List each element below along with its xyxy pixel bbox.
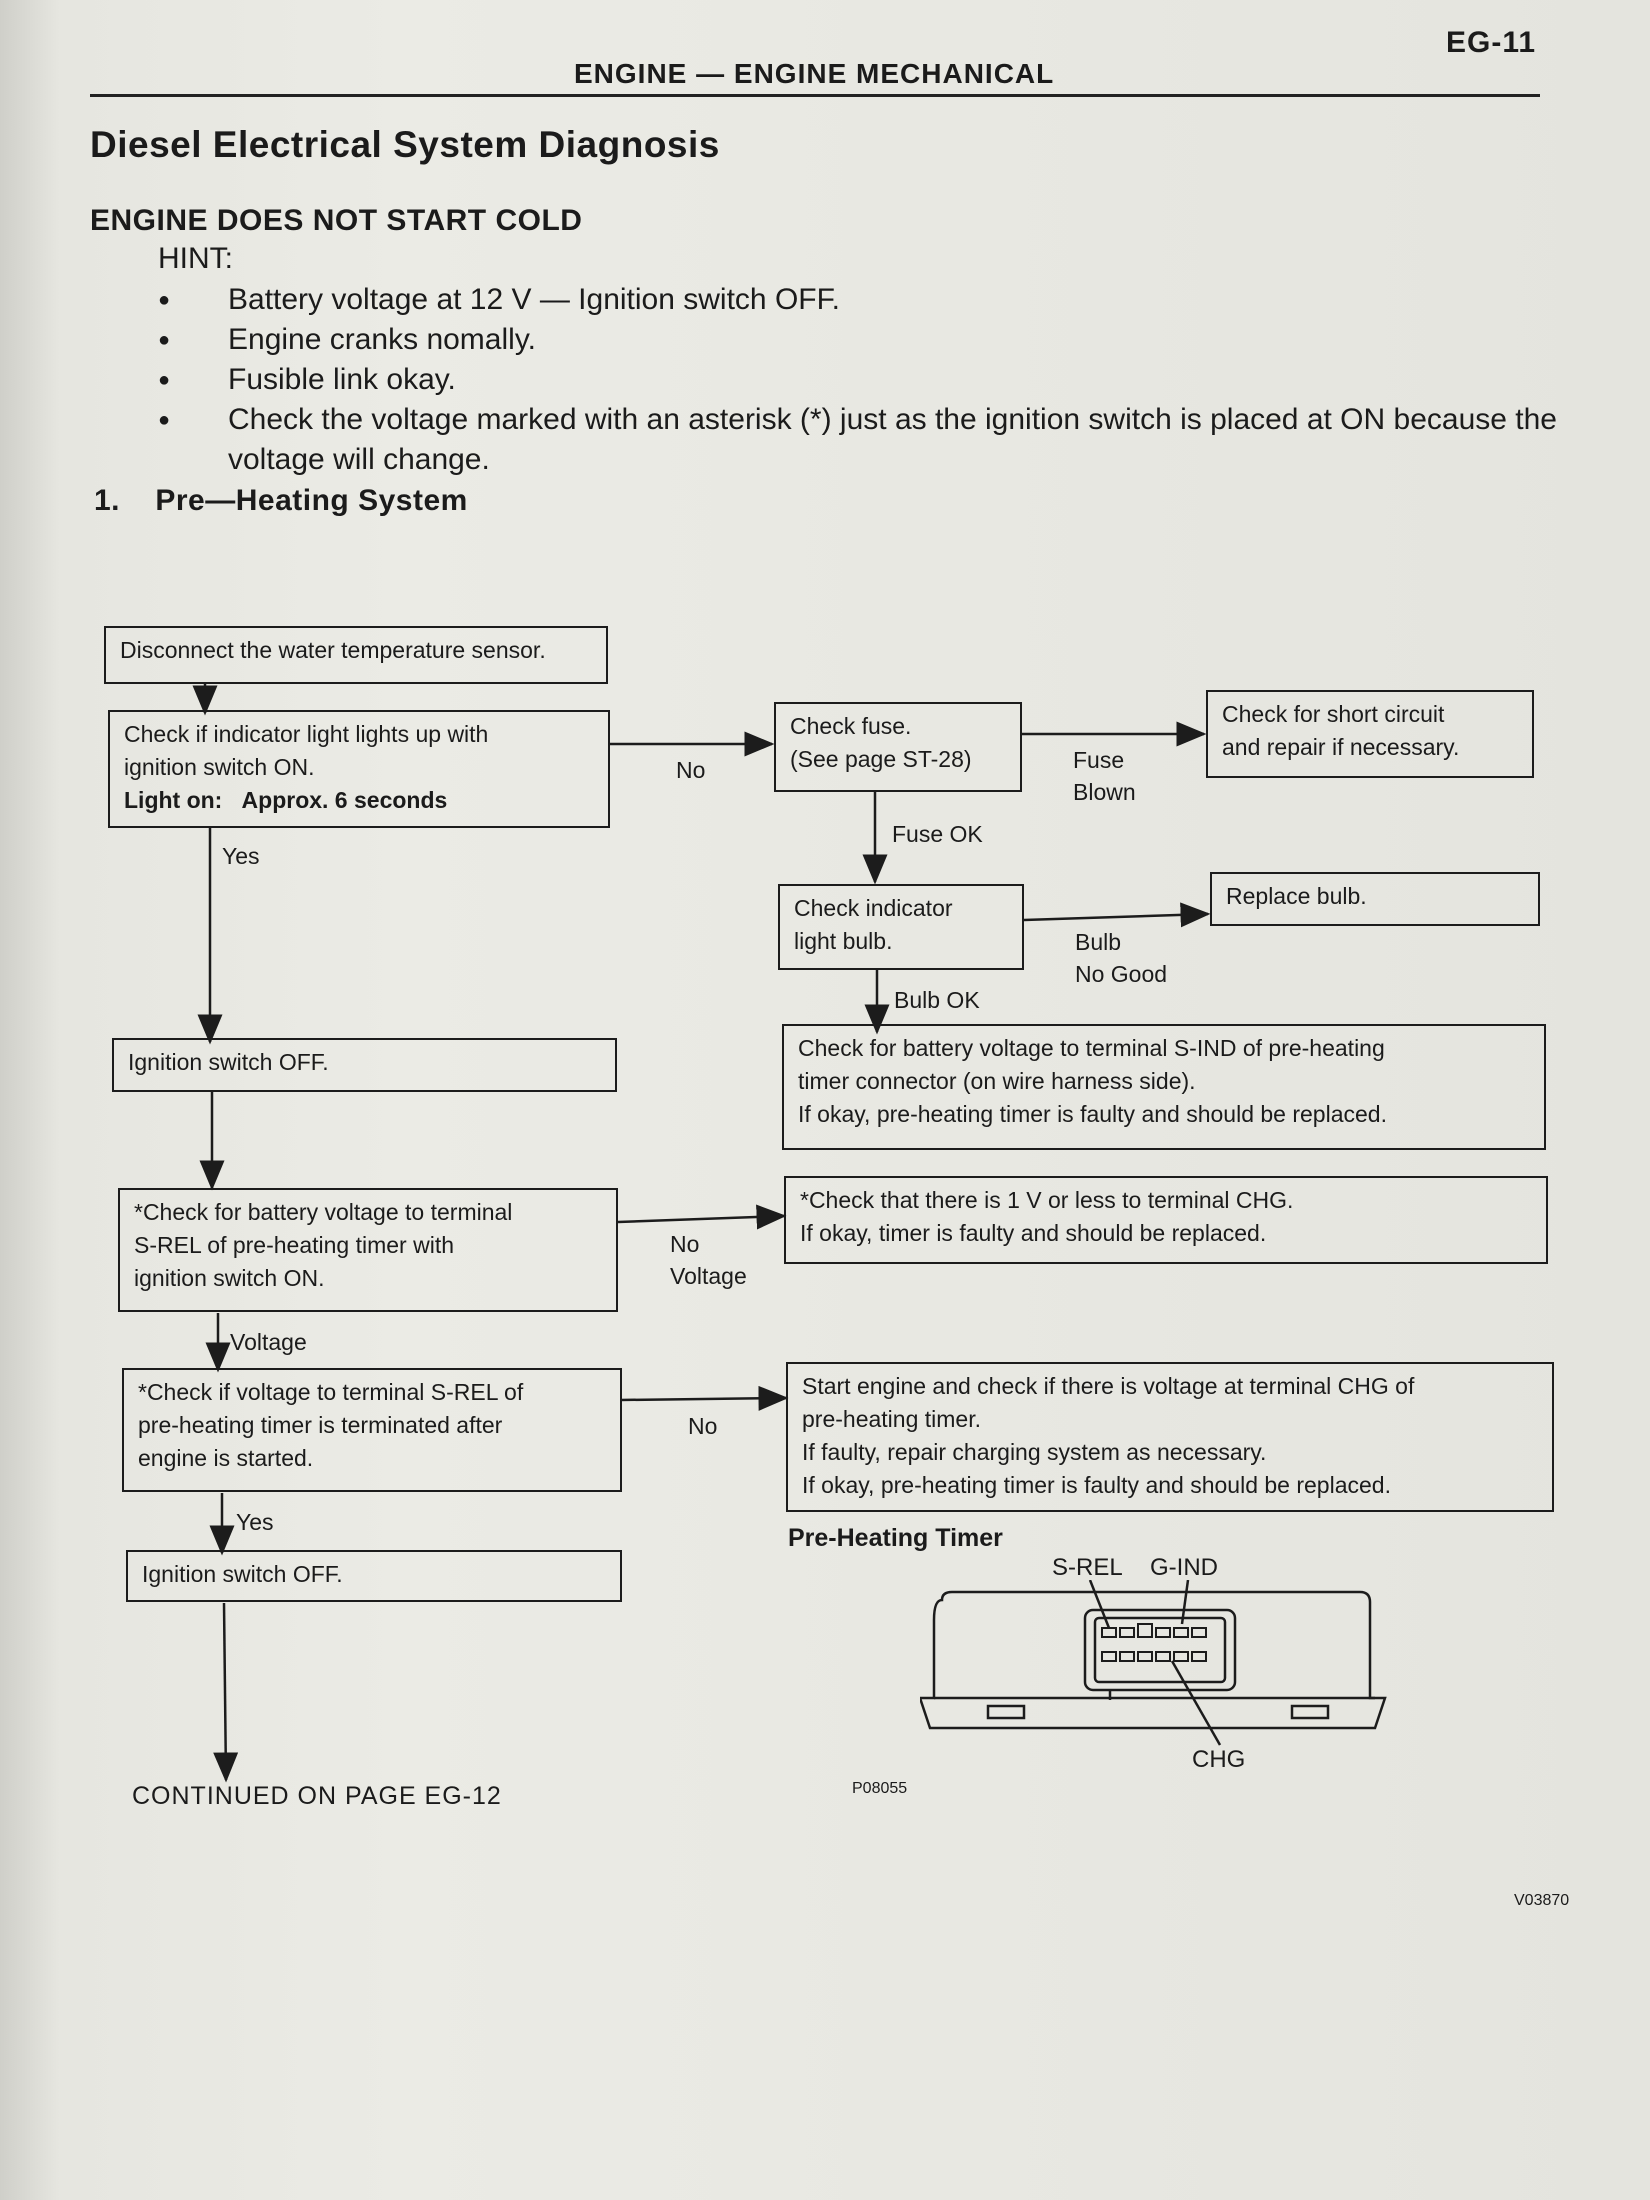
step-start-engine	[786, 1362, 1554, 1512]
hint-label: HINT:	[158, 242, 233, 275]
label-line: Voltage	[670, 1263, 747, 1289]
step-check-srel-voltage	[118, 1188, 618, 1312]
step-text: *Check that there is 1 V or less to terminal CHG.	[800, 1187, 1294, 1213]
branch-label-fuse-ok: Fuse OK	[892, 821, 983, 847]
hint-item: ● Fusible link okay.	[158, 360, 1558, 400]
hint-item: ● Check the voltage marked with an asterisk (*) just as the ignition switch is placed at ON because the voltage will change.	[158, 400, 1558, 480]
branch-label-fuse-blown	[1073, 744, 1136, 808]
step-check-fuse	[774, 702, 1022, 792]
step-text: Check indicator	[794, 895, 953, 921]
continued-note: CONTINUED ON PAGE EG-12	[132, 1782, 502, 1810]
branch-label-bulb-ok: Bulb OK	[894, 987, 980, 1013]
terminal-label-g-ind: G-IND	[1150, 1554, 1218, 1581]
step-text: pre-heating timer.	[802, 1406, 981, 1432]
step-ignition-off-2	[126, 1550, 622, 1602]
step-text: and repair if necessary.	[1222, 734, 1460, 760]
section-heading: 1. Pre—Heating System	[94, 484, 468, 517]
step-text: If faulty, repair charging system as necessary.	[802, 1439, 1267, 1465]
branch-label-no: No	[688, 1413, 718, 1439]
hint-item: ● Engine cranks nomally.	[158, 320, 1558, 360]
page-code: V03870	[1514, 1892, 1570, 1909]
step-check-indicator-light	[108, 710, 610, 828]
step-text: Disconnect the water temperature sensor.	[120, 637, 546, 663]
step-text: If okay, timer is faulty and should be replaced.	[800, 1220, 1267, 1246]
step-text: light bulb.	[794, 928, 893, 954]
step-check-srel-terminated	[122, 1368, 622, 1492]
section-subtitle: ENGINE DOES NOT START COLD	[90, 204, 583, 237]
branch-label-yes: Yes	[222, 843, 260, 869]
branch-label-no-voltage	[670, 1228, 747, 1292]
running-header: ENGINE — ENGINE MECHANICAL	[574, 58, 1055, 89]
diagram-title: Pre-Heating Timer	[788, 1524, 1003, 1552]
step-text: pre-heating timer is terminated after	[138, 1412, 503, 1438]
step-text: ignition switch ON.	[134, 1265, 325, 1291]
branch-label-bulb-no-good	[1075, 926, 1167, 990]
step-text: timer connector (on wire harness side).	[798, 1068, 1196, 1094]
page-title: Diesel Electrical System Diagnosis	[90, 124, 720, 165]
step-text: *Check if voltage to terminal S-REL of	[138, 1379, 524, 1405]
label-line: No	[670, 1231, 700, 1257]
light-on-label: Light on:	[124, 787, 223, 813]
light-on-line	[124, 784, 594, 817]
step-disconnect-sensor	[104, 626, 608, 684]
label-line: No Good	[1075, 961, 1168, 987]
step-text: ignition switch ON.	[124, 754, 315, 780]
terminal-label-s-rel: S-REL	[1052, 1554, 1123, 1581]
step-text: (See page ST-28)	[790, 746, 972, 772]
step-text: Ignition switch OFF.	[128, 1049, 329, 1075]
step-check-bulb	[778, 884, 1024, 970]
step-check-sind	[782, 1024, 1546, 1150]
step-text: S-REL of pre-heating timer with	[134, 1232, 455, 1258]
step-text: Check if indicator light lights up with	[124, 721, 489, 747]
figure-code: P08055	[852, 1780, 908, 1797]
step-text: Replace bulb.	[1226, 883, 1367, 909]
pre-heating-timer-illustration	[920, 1580, 1400, 1760]
light-on-value: Approx. 6 seconds	[241, 787, 448, 813]
step-text: Check for battery voltage to terminal S-IND of pre-heating	[798, 1035, 1385, 1061]
step-check-chg	[784, 1176, 1548, 1264]
step-text: engine is started.	[138, 1445, 314, 1471]
step-short-circuit	[1206, 690, 1534, 778]
label-line: Fuse	[1073, 747, 1125, 773]
branch-label-voltage: Voltage	[230, 1329, 307, 1355]
page-number: EG-11	[1446, 26, 1537, 59]
step-text: If okay, pre-heating timer is faulty and should be replaced.	[798, 1101, 1387, 1127]
branch-label-yes: Yes	[236, 1509, 274, 1535]
step-ignition-off-1	[112, 1038, 617, 1092]
step-text: Ignition switch OFF.	[142, 1561, 343, 1587]
step-text: Check fuse.	[790, 713, 912, 739]
terminal-label-chg: CHG	[1192, 1746, 1246, 1773]
branch-label-no: No	[676, 757, 706, 783]
label-line: Bulb	[1075, 929, 1122, 955]
step-replace-bulb	[1210, 872, 1540, 926]
step-text: *Check for battery voltage to terminal	[134, 1199, 513, 1225]
step-text: Start engine and check if there is voltage at terminal CHG of	[802, 1373, 1415, 1399]
label-line: Blown	[1073, 779, 1136, 805]
step-text: Check for short circuit	[1222, 701, 1445, 727]
step-text: If okay, pre-heating timer is faulty and should be replaced.	[802, 1472, 1391, 1498]
hint-item: ● Battery voltage at 12 V — Ignition switch OFF.	[158, 280, 1558, 320]
